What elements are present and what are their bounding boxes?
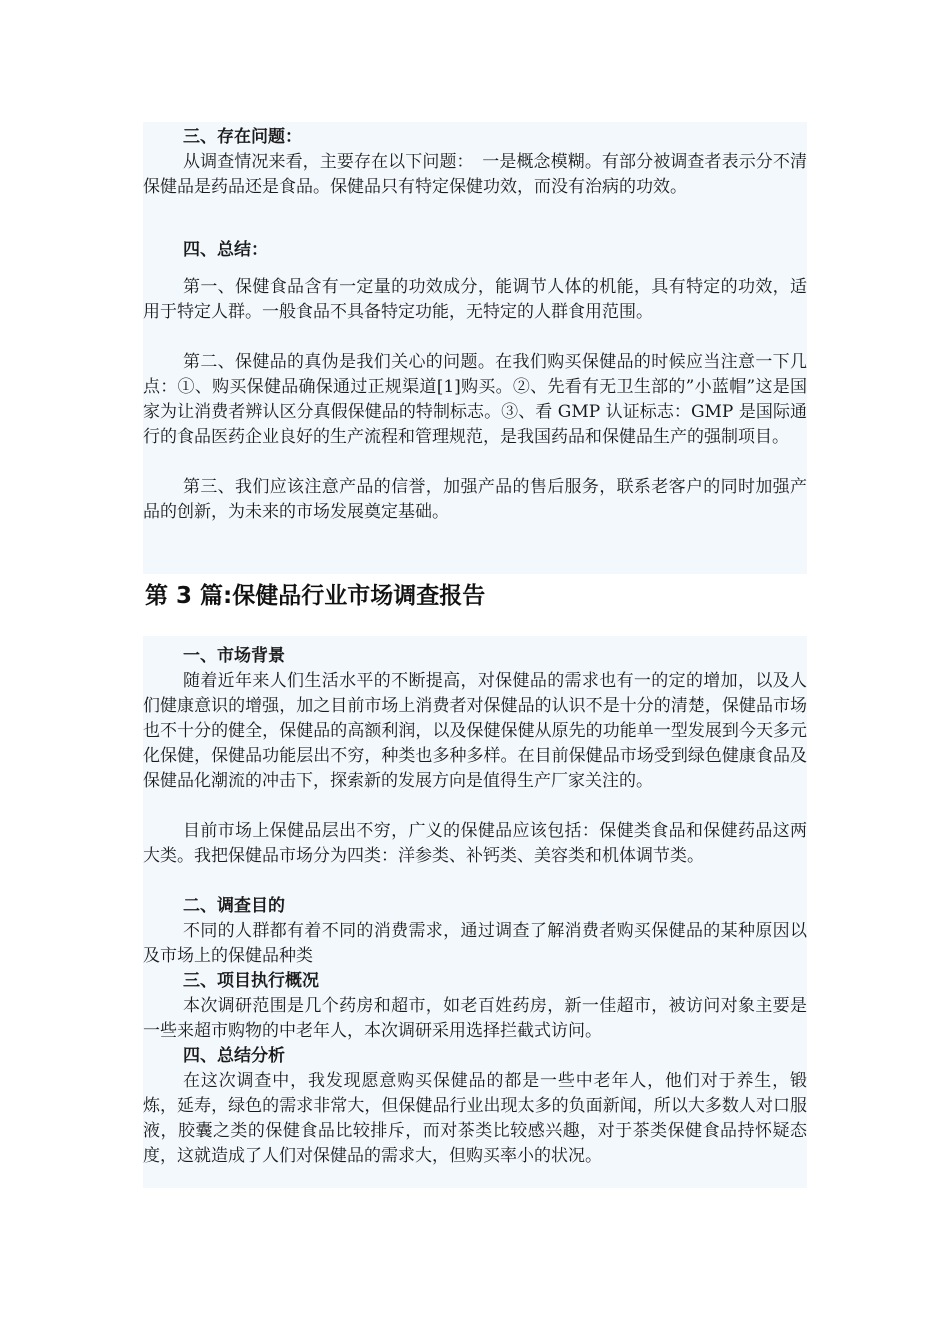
section-heading-survey-purpose: 二、调查目的 xyxy=(183,896,285,916)
paragraph-survey-purpose: 不同的人群都有着不同的消费需求，通过调查了解消费者购买保健品的某种原因以及市场上的保健品种类 xyxy=(143,921,807,966)
paragraph-summary-2: 第二、保健品的真伪是我们关心的问题。在我们购买保健品的时候应当注意一下几点：①、购买保健品确保通过正规渠道[1]购买。②、先看有无卫生部的”小蓝帽”这是国家为让消费者辨认区分真假保健品的特制标志。③、看 GMP 认证标志：GMP 是国际通行的食品医药企业良好的生产流程和管理规范，是我国药品和保健品生产的强制项目。 xyxy=(143,352,807,447)
paragraph-market-background-2: 目前市场上保健品层出不穷，广义的保健品应该包括：保健类食品和保健药品这两大类。我把保健品市场分为四类：洋参类、补钙类、美容类和机体调节类。 xyxy=(143,821,807,866)
paragraph-summary-analysis: 在这次调查中，我发现愿意购买保健品的都是一些中老年人，他们对于养生，锻炼，延寿，绿色的需求非常大，但保健品行业出现太多的负面新闻，所以大多数人对口服液，胶囊之类的保健食品比较排斥，而对茶类比较感兴趣，对于茶类保健食品持怀疑态度，这就造成了人们对保健品的需求大，但购买率小的状况。 xyxy=(143,1071,807,1166)
paragraph-problems: 从调查情况来看，主要存在以下问题： 一是概念模糊。有部分被调查者表示分不清保健品是药品还是食品。保健品只有特定保健功效，而没有治病的功效。 xyxy=(143,152,807,197)
paragraph-project-overview: 本次调研范围是几个药房和超市，如老百姓药房，新一佳超市，被访问对象主要是一些来超市购物的中老年人，本次调研采用选择拦截式访问。 xyxy=(143,996,807,1041)
section-heading-problems: 三、存在问题： xyxy=(183,127,302,147)
paragraph-market-background-1: 随着近年来人们生活水平的不断提高，对保健品的需求也有一的定的增加，以及人们健康意识的增强，加之目前市场上消费者对保健品的认识不是十分的清楚，保健品市场也不十分的健全，保健品的高额利润，以及保健保健从原先的功能单一型发展到今天多元化保健，保健品功能层出不穷，种类也多种多样。在目前保健品市场受到绿色健康食品及保健品化潮流的冲击下，探索新的发展方向是值得生产厂家关注的。 xyxy=(143,671,807,791)
paragraph-summary-1: 第一、保健食品含有一定量的功效成分，能调节人体的机能，具有特定的功效，适用于特定人群。一般食品不具备特定功能，无特定的人群食用范围。 xyxy=(143,277,807,322)
section-heading-summary: 四、总结： xyxy=(183,240,268,260)
report-section-block-a xyxy=(143,122,807,574)
section-heading-market-background: 一、市场背景 xyxy=(183,646,285,666)
paragraph-summary-3: 第三、我们应该注意产品的信誉，加强产品的售后服务，联系老客户的同时加强产品的创新，为未来的市场发展奠定基础。 xyxy=(143,477,807,522)
section-heading-project-overview: 三、项目执行概况 xyxy=(183,971,319,991)
report-section-block-b xyxy=(143,636,807,1188)
section-heading-summary-analysis: 四、总结分析 xyxy=(183,1046,285,1066)
article-title: 第 3 篇:保健品行业市场调查报告 xyxy=(145,583,486,609)
